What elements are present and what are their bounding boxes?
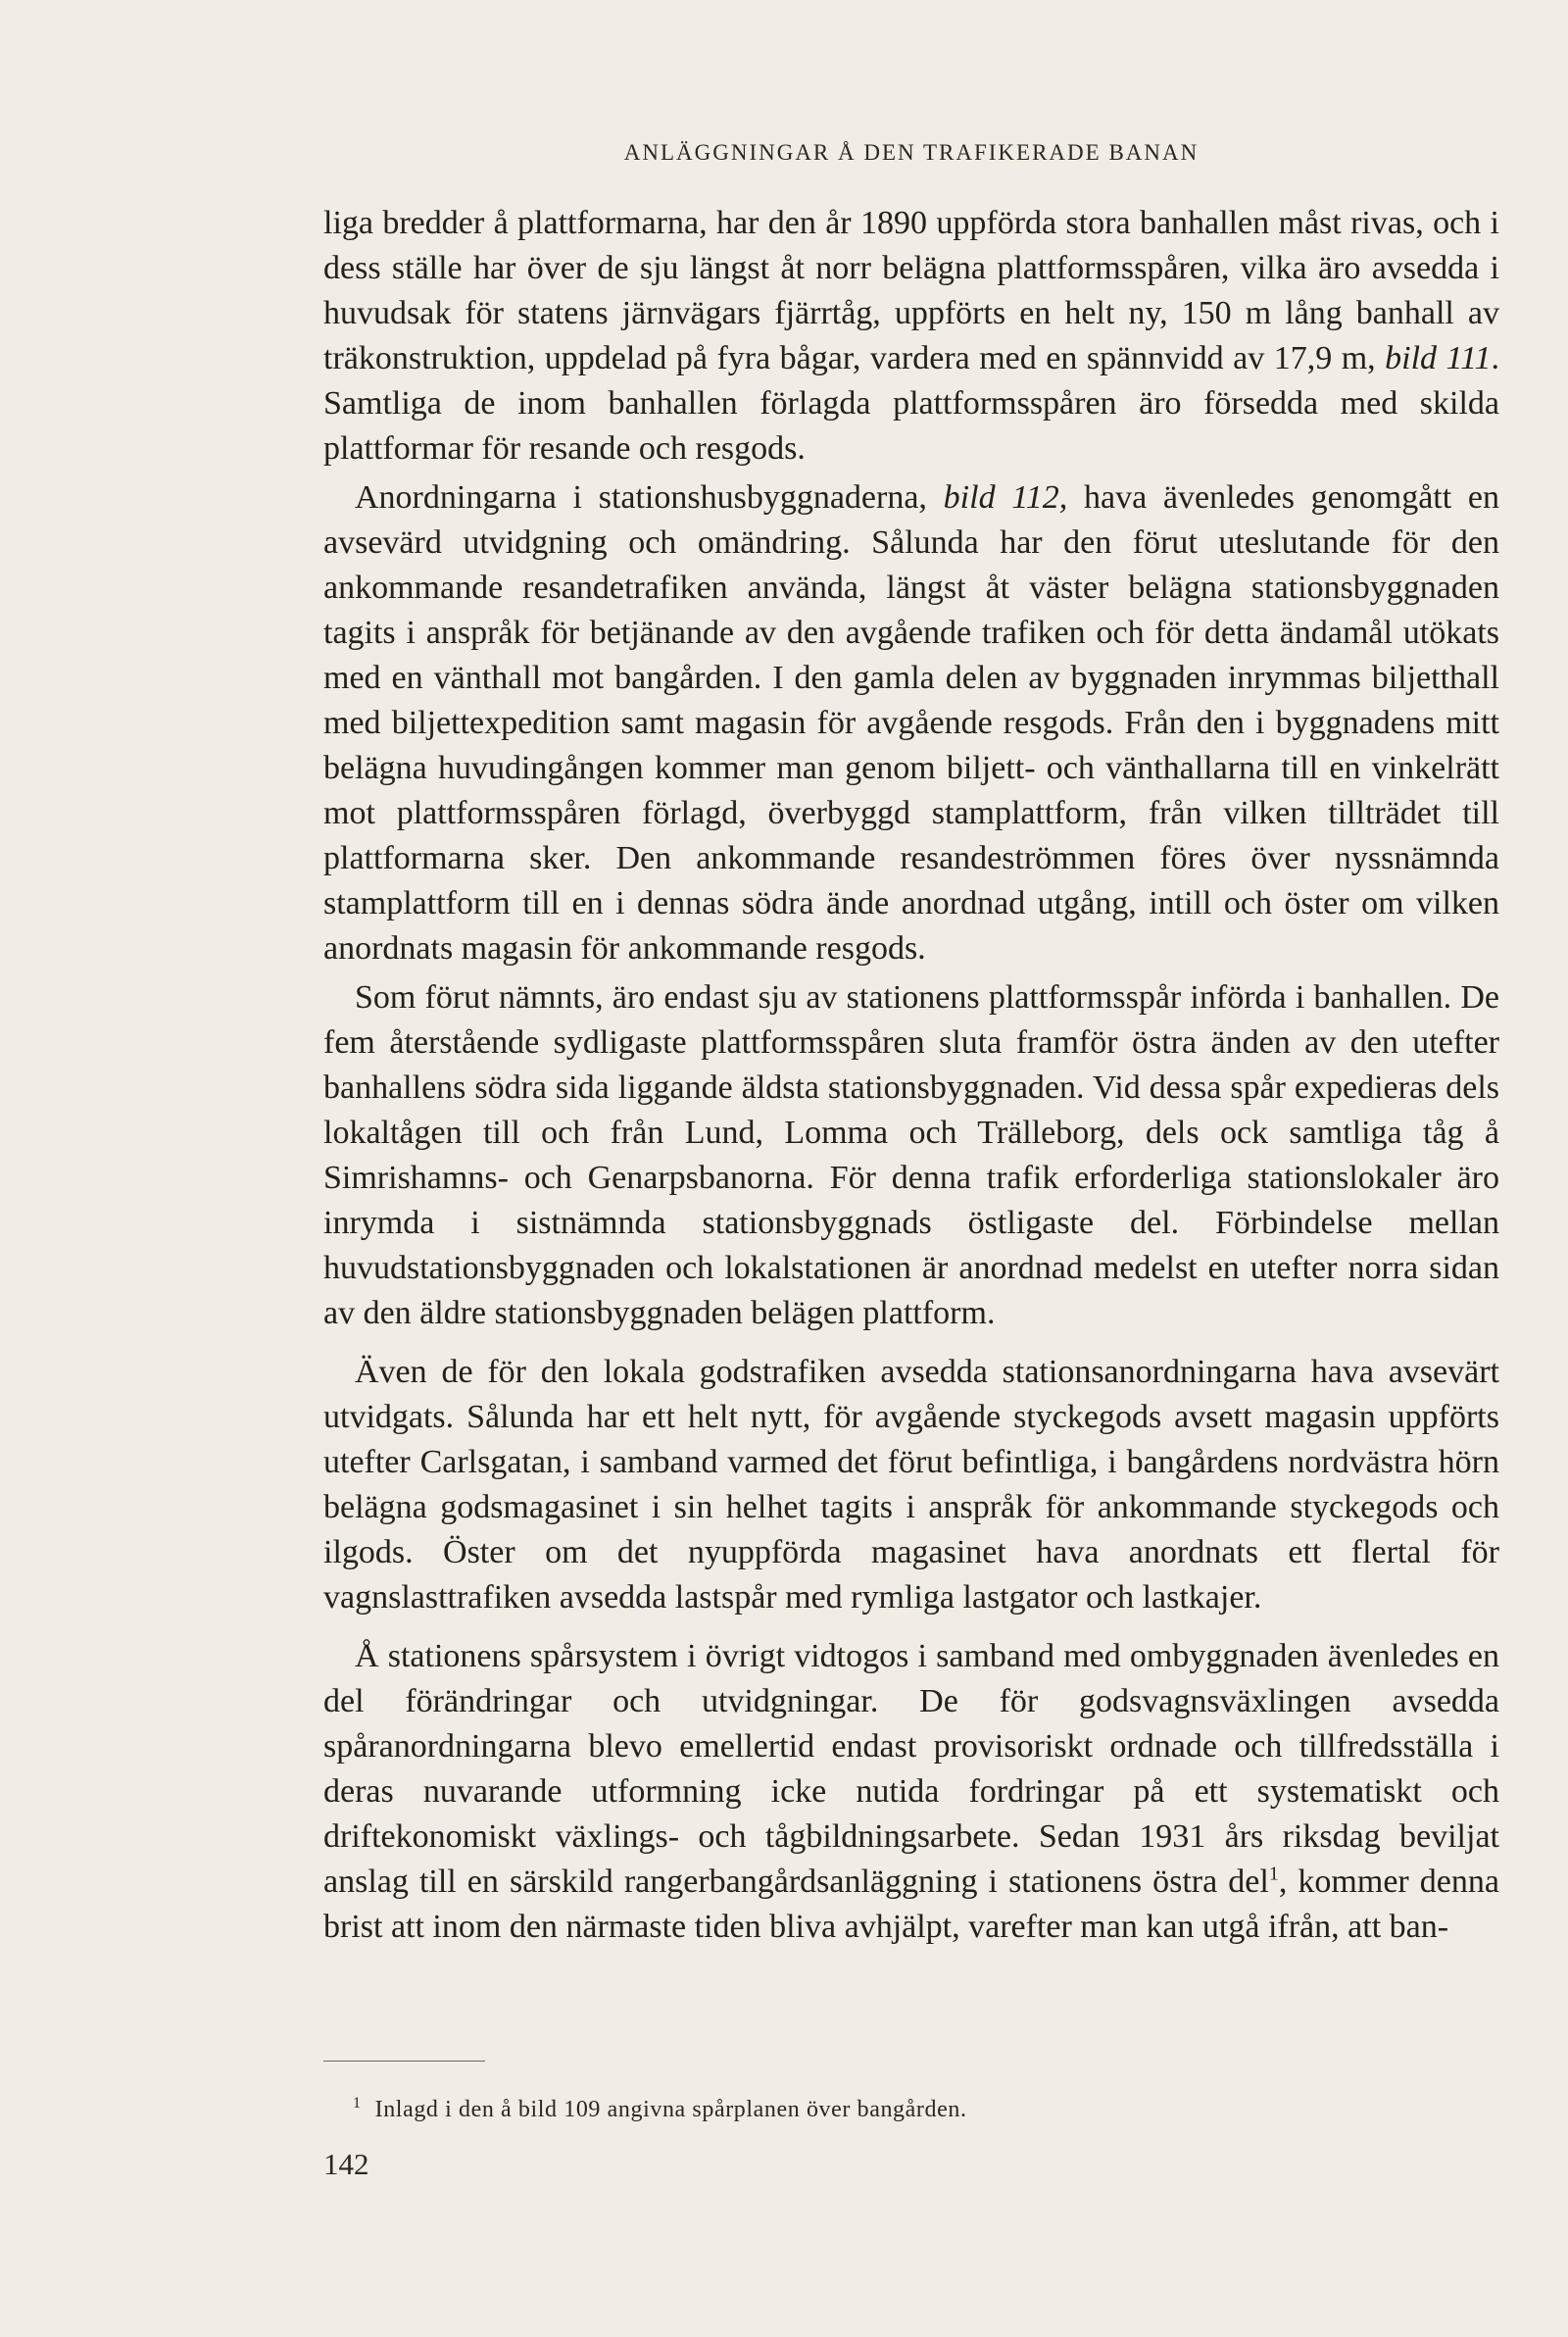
figure-reference: bild 111 [1385, 340, 1492, 376]
paragraph-5 [323, 1634, 1499, 1950]
body-text [323, 201, 1499, 1950]
footnote-reference: 1 [1268, 1863, 1279, 1885]
figure-reference: bild 112, [943, 479, 1068, 516]
paragraph-text: liga bredder å plattformarna, har den år 1890 uppförda stora banhallen måst rivas, och i dess ställe har över de sju längst åt norr belägna plattformsspåren, vilka äro avsedda i huvudsak för statens järnvägars fjärrtåg, uppförts en helt ny, 150 m lång banhall av träkonstruktion, uppdelad på fyra bågar, vardera med en spännvidd av 17,9 m, [323, 205, 1499, 376]
footnote-divider [323, 2061, 485, 2062]
paragraph-4: Även de för den lokala godstrafiken avsedda stationsanordningarna hava avsevärt utvidgats. Sålunda har ett helt nytt, för avgående styckegods avsett magasin uppförts utefter Carlsgatan, i samband varmed det förut befintliga, i bangårdens nordvästra hörn belägna godsmagasinet i sin helhet tagits i anspråk för ankommande styckegods och ilgods. Öster om det nyuppförda magasinet hava anordnats ett flertal för vagnslasttrafiken avsedda lastspår med rymliga lastgator och lastkajer. [323, 1354, 1499, 1616]
page-number: 142 [323, 2147, 369, 2181]
running-head: ANLÄGGNINGAR Å DEN TRAFIKERADE BANAN [623, 140, 1200, 165]
footnote-mark: 1 [353, 2095, 362, 2112]
paragraph-text: hava ävenledes genomgått en avsevärd utvidgning och omändring. Sålunda har den förut uteslutande för den ankommande resandetrafiken använda, längst åt väster belägna stationsbyggnaden tagits i anspråk för betjänande av den avgående trafiken och för detta ändamål utökats med en vänthall mot bangården. I den gamla delen av byggnaden inrymmas biljetthall med biljettexpedition samt magasin för avgående resgods. Från den i byggnadens mitt belägna huvudingången kommer man genom biljett- och vänthallarna till en vinkelrätt mot plattformsspåren förlagd, överbyggd stamplattform, från vilken tillträdet till plattformarna sker. Den ankommande resandeströmmen föres över nyssnämnda stamplattform till en i dennas södra ände anordnad utgång, intill och öster om vilken anordnats magasin för ankommande resgods. [323, 479, 1499, 967]
paragraph-text: Å stationens spårsystem i övrigt vidtogos i samband med ombyggnaden ävenledes en del förändringar och utvidgningar. De för godsvagnsväxlingen avsedda spåranordningarna blevo emellertid endast provisoriskt ordnade och tillfredsställa i deras nuvarande utformning icke nutida fordringar på ett systematiskt och driftekonomiskt växlings- och tågbildningsarbete. Sedan 1931 års riksdag beviljat anslag till en särskild rangerbangårdsanläggning i stationens östra del [323, 1638, 1499, 1900]
paragraph-text: Anordningarna i stationshusbyggnaderna, [355, 479, 944, 516]
paragraph-2 [323, 475, 1499, 971]
footnote-text: Inlagd i den å bild 109 angivna spårplanen över bangården. [374, 2097, 967, 2122]
paragraph-text: . Samtliga de inom banhallen förlagda plattformsspåren äro försedda med skilda plattformar för resande och resgods. [323, 340, 1499, 467]
footnote [353, 2089, 1431, 2124]
paragraph-text: , kommer denna brist att inom den närmaste tiden bliva avhjälpt, varefter man kan utgå ifrån, att ban- [323, 1864, 1499, 1945]
paragraph-1 [323, 201, 1499, 472]
paragraph-3: Som förut nämnts, äro endast sju av stationens plattformsspår införda i banhallen. De fem återstående sydligaste plattformsspåren sluta framför östra änden av den utefter banhallens södra sida liggande äldsta stationsbyggnaden. Vid dessa spår expedieras dels lokaltågen till och från Lund, Lomma och Trälleborg, dels ock samtliga tåg å Simrishamns- och Genarpsbanorna. För denna trafik erforderliga stationslokaler äro inrymda i sistnämnda stationsbyggnads östligaste del. Förbindelse mellan huvudstationsbyggnaden och lokalstationen är anordnad medelst en utefter norra sidan av den äldre stationsbyggnaden belägen plattform. [323, 979, 1499, 1331]
